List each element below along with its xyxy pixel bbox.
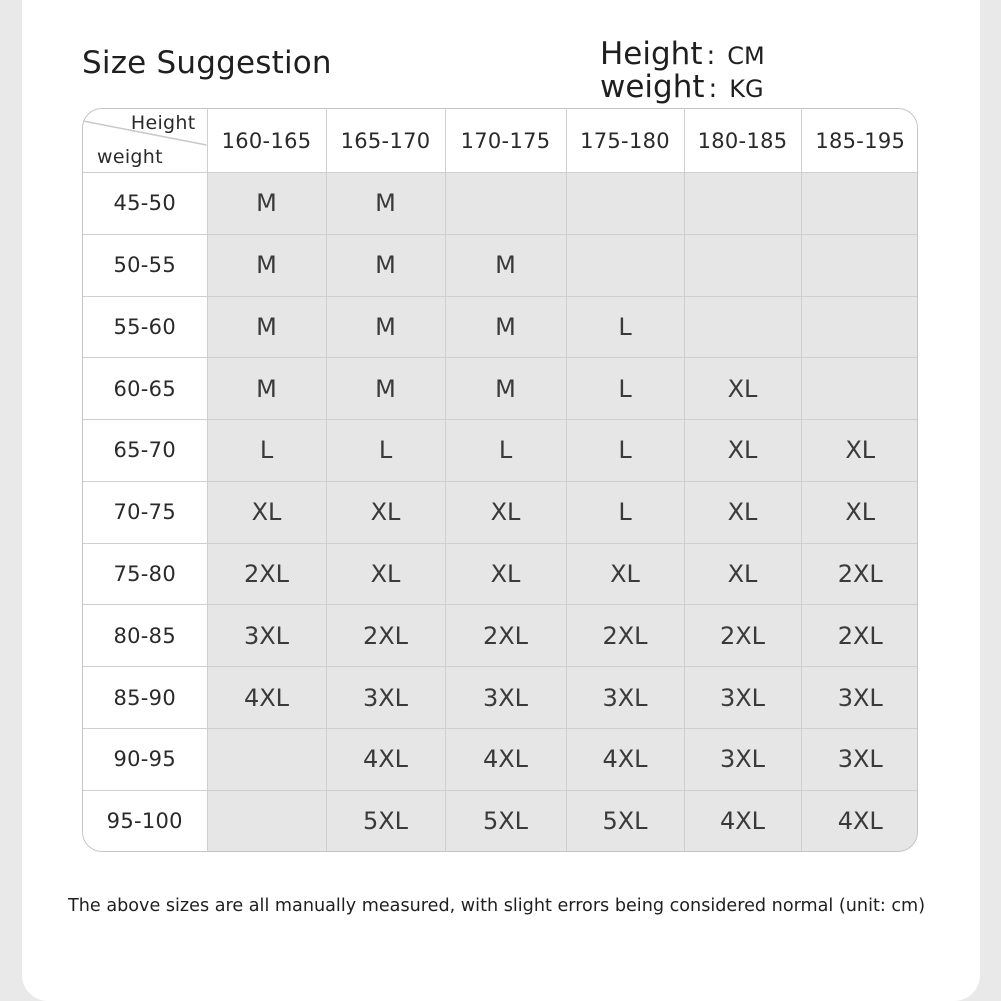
size-cell: XL <box>684 543 801 605</box>
size-cell: M <box>326 296 445 358</box>
weight-unit-value: KG <box>729 75 764 103</box>
size-cell: L <box>566 481 684 543</box>
size-cell: XL <box>326 543 445 605</box>
size-cell: M <box>207 296 326 358</box>
size-cell: L <box>566 420 684 482</box>
table-row <box>83 790 918 851</box>
measurement-note: The above sizes are all manually measured, with slight errors being considered normal (unit: cm) <box>68 896 926 916</box>
table-row <box>83 667 918 729</box>
size-cell: M <box>445 234 566 296</box>
size-cell: 4XL <box>445 728 566 790</box>
size-cell: 3XL <box>684 728 801 790</box>
weight-range-cell: 45-50 <box>83 173 207 235</box>
size-cell: 4XL <box>326 728 445 790</box>
size-cell: XL <box>684 358 801 420</box>
size-cell: 3XL <box>326 667 445 729</box>
size-cell: L <box>566 296 684 358</box>
height-header-cell: 160-165 <box>207 109 326 173</box>
size-cell: 3XL <box>445 667 566 729</box>
size-cell <box>801 296 918 358</box>
size-cell <box>207 728 326 790</box>
height-header-cell: 175-180 <box>566 109 684 173</box>
size-cell <box>801 358 918 420</box>
size-cell <box>445 173 566 235</box>
weight-range-cell: 60-65 <box>83 358 207 420</box>
size-cell: XL <box>207 481 326 543</box>
size-cell: M <box>207 358 326 420</box>
height-header-cell: 185-195 <box>801 109 918 173</box>
size-cell: 3XL <box>207 605 326 667</box>
size-cell: 2XL <box>207 543 326 605</box>
size-cell <box>684 173 801 235</box>
size-cell: 2XL <box>326 605 445 667</box>
height-unit-label: Height <box>600 36 703 72</box>
size-cell: M <box>326 358 445 420</box>
size-cell: M <box>326 173 445 235</box>
size-cell: XL <box>445 543 566 605</box>
size-cell: 5XL <box>445 790 566 851</box>
corner-header-cell <box>83 109 207 173</box>
weight-range-cell: 90-95 <box>83 728 207 790</box>
size-cell: L <box>566 358 684 420</box>
weight-range-cell: 75-80 <box>83 543 207 605</box>
size-cell: L <box>207 420 326 482</box>
size-table-body <box>83 173 918 852</box>
table-row <box>83 605 918 667</box>
table-row <box>83 296 918 358</box>
weight-range-cell: 55-60 <box>83 296 207 358</box>
size-table <box>83 109 918 851</box>
size-table-container <box>82 108 918 852</box>
corner-weight-label: weight <box>97 146 163 168</box>
weight-range-cell: 70-75 <box>83 481 207 543</box>
weight-unit-row <box>600 71 765 104</box>
table-row <box>83 173 918 235</box>
size-cell: 4XL <box>837 806 883 835</box>
size-cell: XL <box>684 420 801 482</box>
table-row <box>83 234 918 296</box>
units-legend <box>600 38 765 104</box>
size-cell: M <box>445 358 566 420</box>
weight-unit-label: weight <box>600 69 705 105</box>
size-cell <box>684 234 801 296</box>
size-cell: 3XL <box>801 728 918 790</box>
size-cell: XL <box>566 543 684 605</box>
size-cell: 3XL <box>566 667 684 729</box>
page-title: Size Suggestion <box>82 45 332 81</box>
size-cell <box>684 296 801 358</box>
size-cell: M <box>326 234 445 296</box>
size-cell: M <box>445 296 566 358</box>
size-cell: L <box>445 420 566 482</box>
height-header-cell: 180-185 <box>684 109 801 173</box>
table-row <box>83 358 918 420</box>
height-unit-colon: : <box>706 41 716 71</box>
size-cell: L <box>326 420 445 482</box>
height-unit-row <box>600 38 765 71</box>
size-cell: M <box>207 234 326 296</box>
size-cell <box>801 173 918 235</box>
height-header-cell: 165-170 <box>326 109 445 173</box>
height-header-cell: 170-175 <box>445 109 566 173</box>
table-row <box>83 481 918 543</box>
table-row <box>83 543 918 605</box>
size-cell: 3XL <box>684 667 801 729</box>
size-cell <box>566 173 684 235</box>
height-unit-value: CM <box>727 42 765 70</box>
size-cell: XL <box>326 481 445 543</box>
table-row <box>83 420 918 482</box>
size-cell <box>207 790 326 851</box>
size-cell: 5XL <box>326 790 445 851</box>
size-cell: 3XL <box>801 667 918 729</box>
corner-height-label: Height <box>130 112 196 134</box>
weight-range-cell: 80-85 <box>83 605 207 667</box>
size-cell: 4XL <box>566 728 684 790</box>
weight-range-cell: 95-100 <box>83 790 207 851</box>
size-cell: M <box>207 173 326 235</box>
size-cell <box>566 234 684 296</box>
size-cell: 2XL <box>801 605 918 667</box>
weight-range-cell: 65-70 <box>83 420 207 482</box>
size-cell: 4XL <box>684 790 801 851</box>
header-row <box>83 109 918 173</box>
size-cell: 2XL <box>566 605 684 667</box>
size-cell: XL <box>801 420 918 482</box>
size-cell: 2XL <box>684 605 801 667</box>
size-cell: 4XL <box>207 667 326 729</box>
weight-range-cell: 50-55 <box>83 234 207 296</box>
size-cell: XL <box>445 481 566 543</box>
size-cell: XL <box>684 481 801 543</box>
size-cell: 5XL <box>566 790 684 851</box>
weight-unit-colon: : <box>708 74 718 104</box>
size-cell: 2XL <box>445 605 566 667</box>
table-row <box>83 728 918 790</box>
size-cell: XL <box>801 481 918 543</box>
size-cell <box>801 234 918 296</box>
size-cell: 2XL <box>801 543 918 605</box>
weight-range-cell: 85-90 <box>83 667 207 729</box>
